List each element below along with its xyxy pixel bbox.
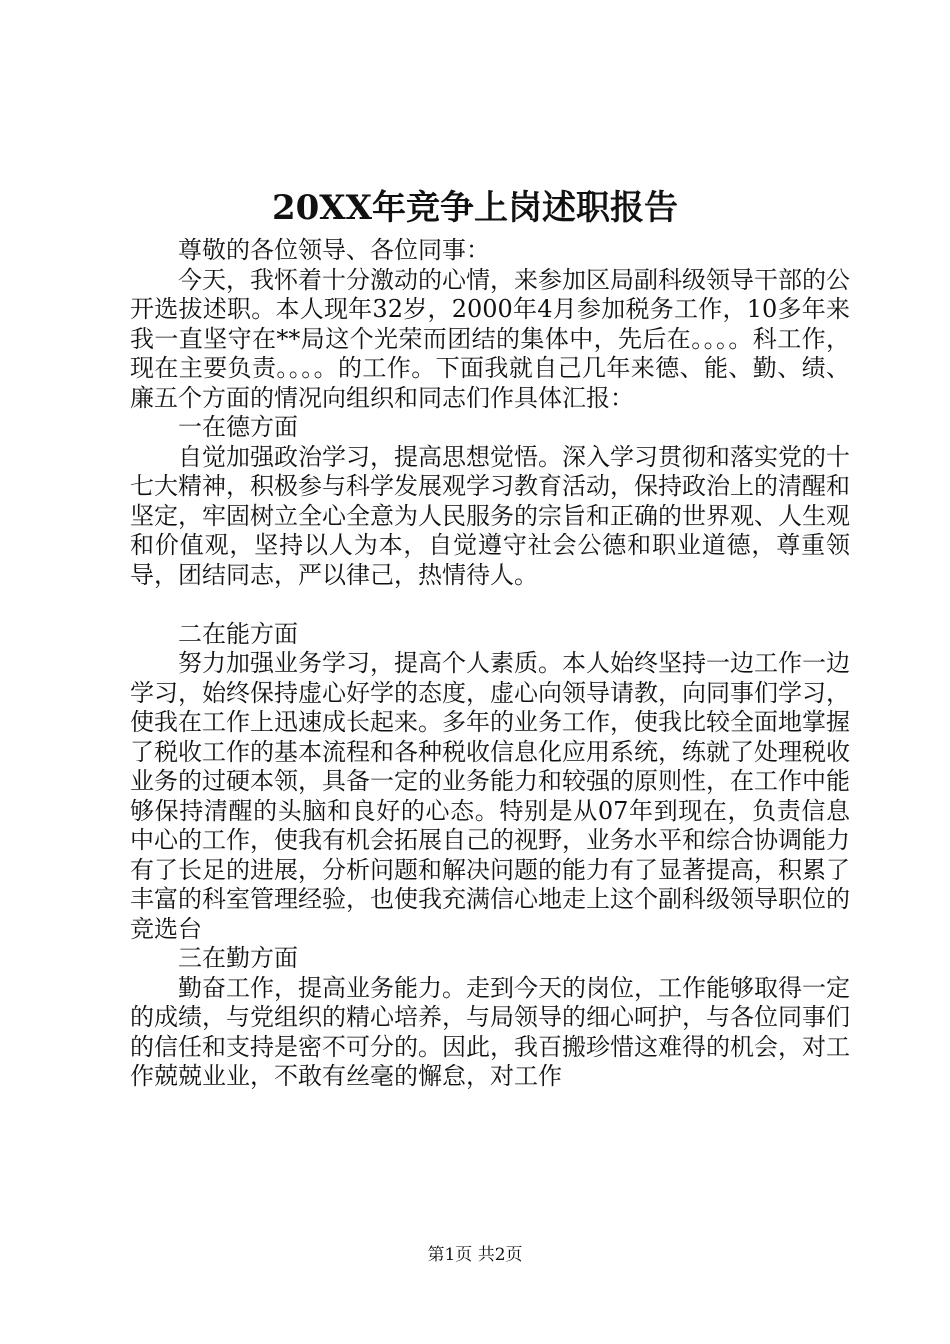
- section-body-qin: 勤奋工作，提高业务能力。走到今天的岗位，工作能够取得一定的成绩，与党组织的精心培养，与局领导的细心呵护，与各位同事们的信任和支持是密不可分的。因此，我百搬珍惜这难得的机会，对工作兢兢业业，不敢有丝毫的懈怠，对工作: [130, 973, 850, 1090]
- intro-paragraph: 今天，我怀着十分激动的心情，来参加区局副科级领导干部的公开选拔述职。本人现年32岁，2000年4月参加税务工作，10多年来我一直坚守在**局这个光荣而团结的集体中，先后在。。。。科工作，现在主要负责。。。。的工作。下面我就自己几年来德、能、勤、绩、廉五个方面的情况向组织和同志们作具体汇报：: [130, 265, 850, 412]
- document-title: 20XX年竞争上岗述职报告: [271, 188, 679, 228]
- salutation: 尊敬的各位领导、各位同事：: [178, 236, 490, 264]
- blank-line: [130, 590, 850, 620]
- section-heading-neng: 二在能方面: [178, 619, 298, 648]
- page-footer: 第1页 共2页: [427, 1245, 523, 1265]
- section-body-de: 自觉加强政治学习，提高思想觉悟。深入学习贯彻和落实党的十七大精神，积极参与科学发展观学习教育活动，保持政治上的清醒和坚定，牢固树立全心全意为人民服务的宗旨和正确的世界观、人生观和价值观，坚持以人为本，自觉遵守社会公德和职业道德，尊重领导，团结同志，严以律己，热情待人。: [130, 442, 850, 589]
- document-body: [130, 236, 850, 1092]
- section-body-neng: 努力加强业务学习，提高个人素质。本人始终坚持一边工作一边学习，始终保持虚心好学的态度，虚心向领导请教，向同事们学习，使我在工作上迅速成长起来。多年的业务工作，使我比较全面地掌握了税收工作的基本流程和各种税收信息化应用系统，练就了处理税收业务的过硬本领，具备一定的业务能力和较强的原则性，在工作中能够保持清醒的头脑和良好的心态。特别是从07年到现在，负责信息中心的工作，使我有机会拓展自己的视野，业务水平和综合协调能力有了长足的进展，分析问题和解决问题的能力有了显著提高，积累了丰富的科室管理经验，也使我充满信心地走上这个副科级领导职位的竞选台: [130, 649, 850, 943]
- section-heading-de: 一在德方面: [178, 413, 298, 441]
- section-heading-qin: 三在勤方面: [178, 944, 298, 972]
